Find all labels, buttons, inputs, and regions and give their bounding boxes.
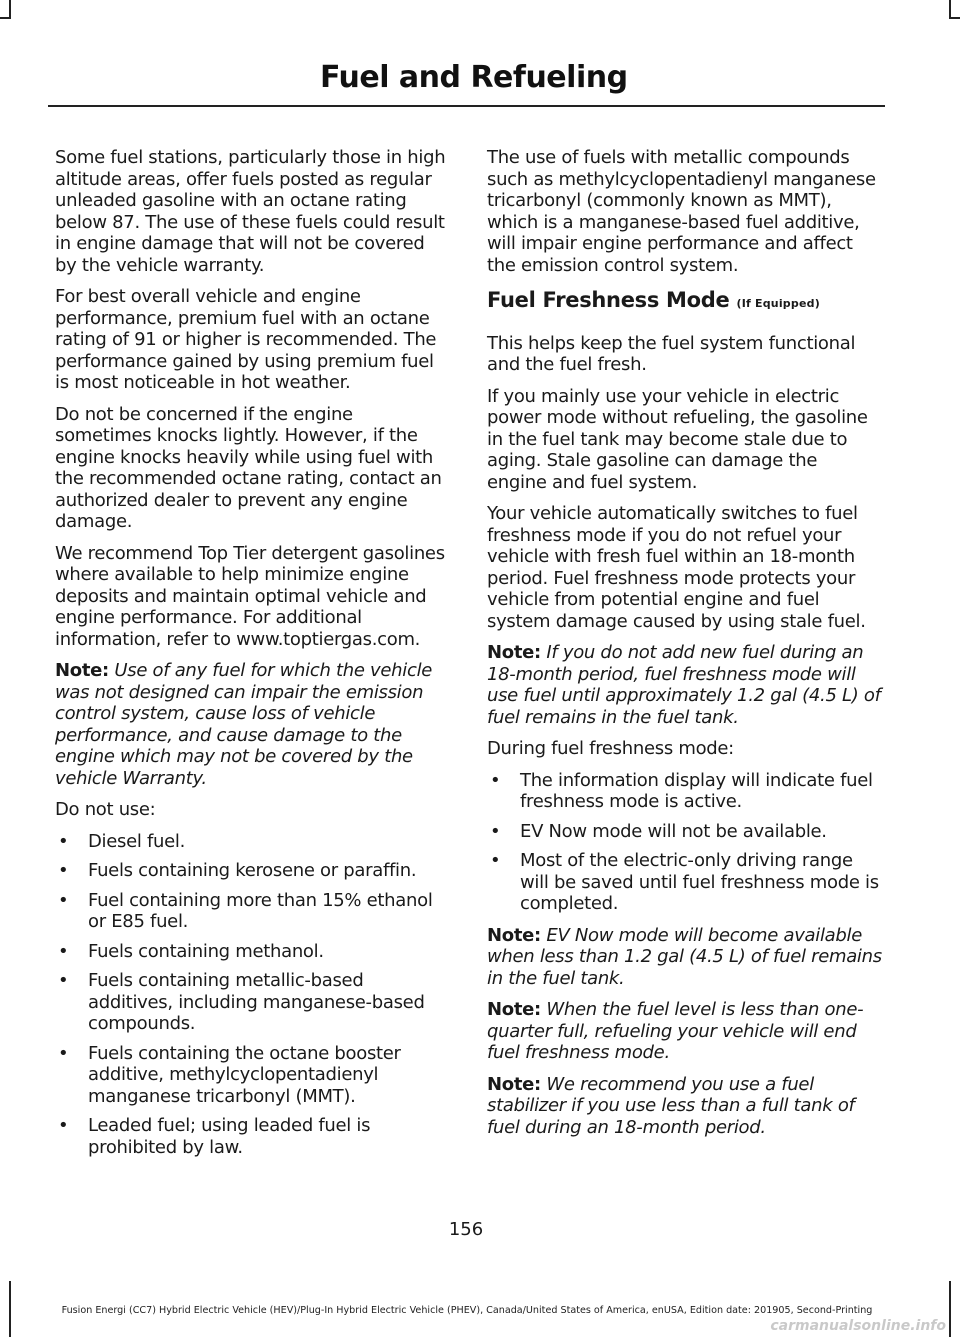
paragraph: If you mainly use your vehicle in electric power mode without refueling, the gasoline in the fuel tank may become stale due to aging. Stale gasoline can damage the engine and fuel system. (487, 385, 868, 493)
note-label: Note: (55, 660, 109, 681)
header-rule (48, 105, 885, 107)
bullet-icon: • (58, 1042, 69, 1064)
right-column (487, 147, 882, 1148)
page-number: 156 (448, 1219, 484, 1240)
crop-mark-bottom-left (9, 1281, 11, 1337)
note-label: Note: (487, 999, 541, 1020)
bullet-icon: • (58, 1115, 69, 1136)
bullet-icon: • (58, 830, 69, 852)
do-not-use-intro: Do not use: (55, 799, 156, 820)
list-item (55, 1043, 450, 1108)
paragraph: Do not be concerned if the engine sometimes knocks lightly. However, if the engine knocks heavily while using fuel with the recommended octane rating, contact an authorized dealer to prevent any engine damage. (55, 403, 442, 532)
list-item-text: Most of the electric-only driving range will be saved until fuel freshness mode is completed. (520, 850, 879, 914)
crop-mark-top-left-vertical (9, 0, 11, 18)
note (55, 660, 450, 789)
paragraph: For best overall vehicle and engine performance, premium fuel with an octane rating of 91 or higher is recommended. The performance gained by using premium fuel is most noticeable in hot weather. (55, 286, 437, 393)
section-qualifier: (If Equipped) (736, 297, 820, 310)
watermark: carmanualsonline.info (770, 1318, 946, 1334)
bullet-icon: • (58, 940, 69, 962)
paragraph: Your vehicle automatically switches to fuel freshness mode if you do not refuel your vehicle with fresh fuel within an 18-month period. Fuel freshness mode protects your vehicle from potential engine and fuel system damage caused by using stale fuel. (487, 503, 866, 632)
list-item-text: Fuels containing the octane booster additive, methylcyclopentadienyl manganese tricarbonyl (MMT). (88, 1042, 401, 1107)
list-item (487, 850, 882, 915)
during-intro: During fuel freshness mode: (487, 738, 734, 759)
note-text: EV Now mode will become available when less than 1.2 gal (4.5 L) of fuel remains in the fuel tank. (487, 924, 882, 989)
paragraph: This helps keep the fuel system functional and the fuel fresh. (487, 332, 856, 375)
list-item (55, 890, 450, 933)
note-label: Note: (487, 642, 541, 663)
section-title: Fuel Freshness Mode (487, 288, 730, 312)
note-text: When the fuel level is less than one-quarter full, refueling your vehicle will end fuel freshness mode. (487, 999, 864, 1063)
list-item (55, 860, 450, 882)
do-not-use-list (55, 831, 450, 1159)
list-item (487, 770, 882, 813)
left-column (55, 147, 450, 1168)
note (487, 1074, 882, 1139)
crop-mark-top-right-vertical (949, 0, 951, 18)
note-text: If you do not add new fuel during an 18-month period, fuel freshness mode will use fuel until approximately 1.2 gal (4.5 L) of fuel remains in the fuel tank. (487, 642, 881, 728)
list-item (55, 1115, 450, 1158)
note (487, 925, 882, 990)
paragraph: The use of fuels with metallic compounds such as methylcyclopentadienyl manganese tricarbonyl (commonly known as MMT), which is a manganese-based fuel additive, will impair engine performance and affect the emission control system. (487, 147, 876, 276)
list-item-text: The information display will indicate fuel freshness mode is active. (520, 769, 873, 812)
bullet-icon: • (58, 889, 69, 911)
note (487, 999, 882, 1064)
crop-mark-top-left-horizontal (0, 17, 11, 19)
paragraph: Some fuel stations, particularly those in high altitude areas, offer fuels posted as regular unleaded gasoline with an octane rating below 87. The use of these fuels could result in engine damage that will not be covered by the vehicle warranty. (55, 147, 446, 276)
bullet-icon: • (490, 769, 501, 791)
footer-text: Fusion Energi (CC7) Hybrid Electric Vehicle (HEV)/Plug-In Hybrid Electric Vehicle (PHEV), Canada/United States of America, enUSA, Edition date: 201905, Second-Printing (61, 1305, 873, 1316)
note-text: Use of any fuel for which the vehicle was not designed can impair the emission control system, cause loss of vehicle performance, and cause damage to the engine which may not be covered by the vehicle Warranty. (55, 660, 433, 789)
list-item-text: Fuels containing methanol. (88, 940, 324, 962)
bullet-icon: • (490, 850, 501, 871)
bullet-icon: • (58, 970, 69, 991)
list-item (55, 970, 450, 1035)
list-item-text: Fuels containing metallic-based additives, including manganese-based compounds. (88, 970, 425, 1034)
list-item (55, 941, 450, 963)
note-text: We recommend you use a fuel stabilizer if you use less than a full tank of fuel during an 18-month period. (487, 1073, 855, 1138)
note (487, 642, 882, 728)
list-item-text: EV Now mode will not be available. (520, 820, 827, 842)
list-item-text: Leaded fuel; using leaded fuel is prohibited by law. (88, 1115, 371, 1158)
list-item-text: Fuel containing more than 15% ethanol or E85 fuel. (88, 889, 433, 932)
list-item-text: Diesel fuel. (88, 830, 186, 852)
list-item-text: Fuels containing kerosene or paraffin. (88, 860, 417, 881)
bullet-icon: • (490, 820, 501, 842)
note-label: Note: (487, 924, 541, 946)
crop-mark-bottom-right (949, 1281, 951, 1337)
section-heading (487, 290, 882, 315)
crop-mark-top-right-horizontal (949, 17, 960, 19)
paragraph: We recommend Top Tier detergent gasolines where available to help minimize engine deposits and maintain optimal vehicle and engine performance. For additional information, refer to www.toptiergas.com. (55, 542, 445, 650)
list-item (55, 831, 450, 853)
page-title: Fuel and Refueling (320, 60, 628, 95)
note-label: Note: (487, 1073, 541, 1095)
freshness-mode-list (487, 770, 882, 915)
bullet-icon: • (58, 860, 69, 881)
list-item (487, 821, 882, 843)
